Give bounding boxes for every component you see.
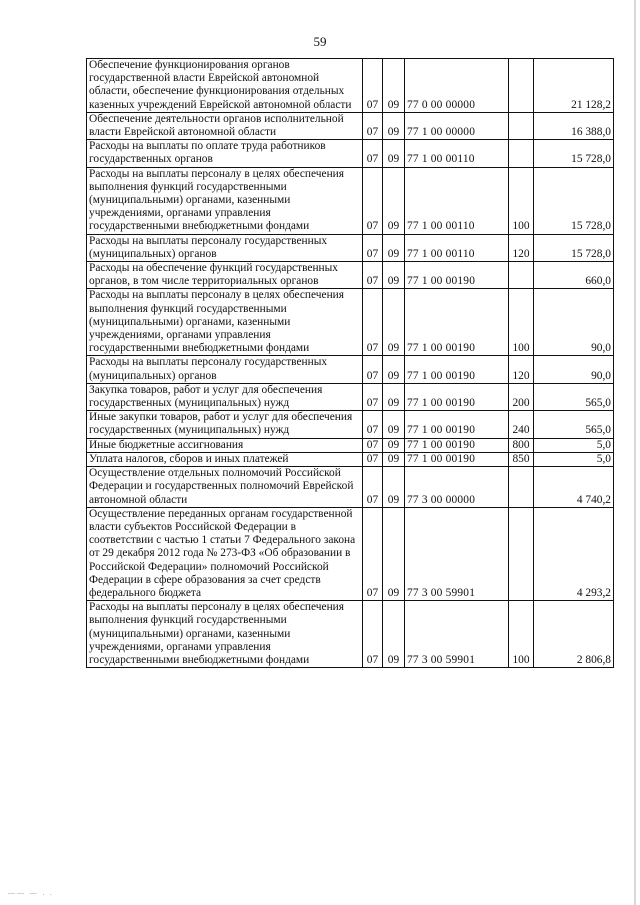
row-amount: 2 806,8 bbox=[534, 601, 614, 668]
table-row bbox=[87, 112, 614, 139]
row-target-article-code: 77 1 00 00190 bbox=[405, 289, 509, 356]
row-target-article-code: 77 1 00 00190 bbox=[405, 262, 509, 289]
row-section-code: 07 bbox=[363, 289, 383, 356]
row-subsection-code: 09 bbox=[383, 507, 405, 600]
row-subsection-code: 09 bbox=[383, 383, 405, 410]
row-name-cell: Обеспечение функционирования органов государственной власти Еврейской автономной области, обеспечение функционирования отдельных казенных учреждений Еврейской автономной области bbox=[87, 59, 363, 113]
row-target-article-code: 77 1 00 00190 bbox=[405, 383, 509, 410]
row-subsection-code: 09 bbox=[383, 234, 405, 261]
row-amount: 565,0 bbox=[534, 383, 614, 410]
row-expense-type-code bbox=[509, 507, 534, 600]
row-target-article-code: 77 1 00 00110 bbox=[405, 234, 509, 261]
table-row bbox=[87, 467, 614, 508]
row-name-cell: Расходы на выплаты персоналу в целях обеспечения выполнения функций государственными (муниципальными) органами, казенными учреждениями, органами управления государственными внебюджетными фондами bbox=[87, 167, 363, 234]
row-target-article-code: 77 1 00 00110 bbox=[405, 167, 509, 234]
row-expense-type-code: 120 bbox=[509, 234, 534, 261]
table-row bbox=[87, 59, 614, 113]
table-row bbox=[87, 289, 614, 356]
table-row bbox=[87, 507, 614, 600]
row-subsection-code: 09 bbox=[383, 140, 405, 167]
row-section-code: 07 bbox=[363, 507, 383, 600]
row-subsection-code: 09 bbox=[383, 452, 405, 466]
row-name-cell: Обеспечение деятельности органов исполнительной власти Еврейской автономной области bbox=[87, 112, 363, 139]
table-row bbox=[87, 601, 614, 668]
row-subsection-code: 09 bbox=[383, 112, 405, 139]
row-amount: 15 728,0 bbox=[534, 167, 614, 234]
budget-table bbox=[86, 58, 614, 668]
scan-footer-mark: —— — . . bbox=[8, 889, 54, 897]
row-subsection-code: 09 bbox=[383, 438, 405, 452]
row-expense-type-code: 100 bbox=[509, 601, 534, 668]
table-row bbox=[87, 167, 614, 234]
row-target-article-code: 77 3 00 00000 bbox=[405, 467, 509, 508]
row-section-code: 07 bbox=[363, 438, 383, 452]
row-section-code: 07 bbox=[363, 452, 383, 466]
row-section-code: 07 bbox=[363, 356, 383, 383]
row-name-cell: Закупка товаров, работ и услуг для обеспечения государственных (муниципальных) нужд bbox=[87, 383, 363, 410]
table-row bbox=[87, 140, 614, 167]
row-section-code: 07 bbox=[363, 467, 383, 508]
row-expense-type-code bbox=[509, 262, 534, 289]
row-expense-type-code: 850 bbox=[509, 452, 534, 466]
row-name-cell: Расходы на выплаты персоналу в целях обеспечения выполнения функций государственными (муниципальными) органами, казенными учреждениями, органами управления государственными внебюджетными фондами bbox=[87, 601, 363, 668]
row-amount: 5,0 bbox=[534, 452, 614, 466]
row-subsection-code: 09 bbox=[383, 262, 405, 289]
row-section-code: 07 bbox=[363, 383, 383, 410]
scan-right-edge bbox=[634, 0, 636, 905]
row-expense-type-code bbox=[509, 140, 534, 167]
row-name-cell: Расходы на выплаты по оплате труда работников государственных органов bbox=[87, 140, 363, 167]
table-row bbox=[87, 356, 614, 383]
row-section-code: 07 bbox=[363, 234, 383, 261]
row-target-article-code: 77 1 00 00190 bbox=[405, 438, 509, 452]
row-expense-type-code: 800 bbox=[509, 438, 534, 452]
row-subsection-code: 09 bbox=[383, 467, 405, 508]
row-name-cell: Расходы на обеспечение функций государственных органов, в том числе территориальных органов bbox=[87, 262, 363, 289]
row-section-code: 07 bbox=[363, 601, 383, 668]
row-amount: 21 128,2 bbox=[534, 59, 614, 113]
row-amount: 15 728,0 bbox=[534, 140, 614, 167]
table-row bbox=[87, 411, 614, 438]
row-subsection-code: 09 bbox=[383, 167, 405, 234]
row-section-code: 07 bbox=[363, 59, 383, 113]
row-expense-type-code: 120 bbox=[509, 356, 534, 383]
row-amount: 16 388,0 bbox=[534, 112, 614, 139]
row-name-cell: Расходы на выплаты персоналу государственных (муниципальных) органов bbox=[87, 234, 363, 261]
row-name-cell: Расходы на выплаты персоналу государственных (муниципальных) органов bbox=[87, 356, 363, 383]
row-name-cell: Уплата налогов, сборов и иных платежей bbox=[87, 452, 363, 466]
row-expense-type-code: 100 bbox=[509, 167, 534, 234]
row-expense-type-code: 240 bbox=[509, 411, 534, 438]
row-amount: 90,0 bbox=[534, 289, 614, 356]
row-subsection-code: 09 bbox=[383, 59, 405, 113]
budget-table-body bbox=[87, 59, 614, 668]
row-expense-type-code: 200 bbox=[509, 383, 534, 410]
row-target-article-code: 77 1 00 00190 bbox=[405, 411, 509, 438]
row-amount: 15 728,0 bbox=[534, 234, 614, 261]
row-section-code: 07 bbox=[363, 262, 383, 289]
row-amount: 660,0 bbox=[534, 262, 614, 289]
row-section-code: 07 bbox=[363, 140, 383, 167]
row-amount: 565,0 bbox=[534, 411, 614, 438]
table-row bbox=[87, 452, 614, 466]
row-target-article-code: 77 1 00 00000 bbox=[405, 112, 509, 139]
table-row bbox=[87, 234, 614, 261]
row-subsection-code: 09 bbox=[383, 289, 405, 356]
row-subsection-code: 09 bbox=[383, 411, 405, 438]
row-expense-type-code bbox=[509, 59, 534, 113]
row-target-article-code: 77 0 00 00000 bbox=[405, 59, 509, 113]
row-amount: 90,0 bbox=[534, 356, 614, 383]
table-row bbox=[87, 383, 614, 410]
row-amount: 4 293,2 bbox=[534, 507, 614, 600]
row-name-cell: Иные бюджетные ассигнования bbox=[87, 438, 363, 452]
row-section-code: 07 bbox=[363, 112, 383, 139]
row-name-cell: Осуществление переданных органам государственной власти субъектов Российской Федерации в соответствии с частью 1 статьи 7 Федерального закона от 29 декабря 2012 года № 273-ФЗ «Об образовании в Российской Федерации» полномочий Российской Федерации в сфере образования за счет средств федерального бюджета bbox=[87, 507, 363, 600]
row-name-cell: Осуществление отдельных полномочий Российской Федерации и государственных полномочий Еврейской автономной области bbox=[87, 467, 363, 508]
row-target-article-code: 77 1 00 00190 bbox=[405, 452, 509, 466]
row-name-cell: Расходы на выплаты персоналу в целях обеспечения выполнения функций государственными (муниципальными) органами, казенными учреждениями, органами управления государственными внебюджетными фондами bbox=[87, 289, 363, 356]
row-target-article-code: 77 1 00 00190 bbox=[405, 356, 509, 383]
row-expense-type-code: 100 bbox=[509, 289, 534, 356]
table-row bbox=[87, 438, 614, 452]
row-amount: 4 740,2 bbox=[534, 467, 614, 508]
row-subsection-code: 09 bbox=[383, 356, 405, 383]
row-target-article-code: 77 3 00 59901 bbox=[405, 601, 509, 668]
row-expense-type-code bbox=[509, 467, 534, 508]
row-target-article-code: 77 3 00 59901 bbox=[405, 507, 509, 600]
table-row bbox=[87, 262, 614, 289]
row-subsection-code: 09 bbox=[383, 601, 405, 668]
row-expense-type-code bbox=[509, 112, 534, 139]
row-target-article-code: 77 1 00 00110 bbox=[405, 140, 509, 167]
row-name-cell: Иные закупки товаров, работ и услуг для обеспечения государственных (муниципальных) нужд bbox=[87, 411, 363, 438]
row-section-code: 07 bbox=[363, 167, 383, 234]
row-amount: 5,0 bbox=[534, 438, 614, 452]
row-section-code: 07 bbox=[363, 411, 383, 438]
page-number: 59 bbox=[313, 34, 327, 49]
